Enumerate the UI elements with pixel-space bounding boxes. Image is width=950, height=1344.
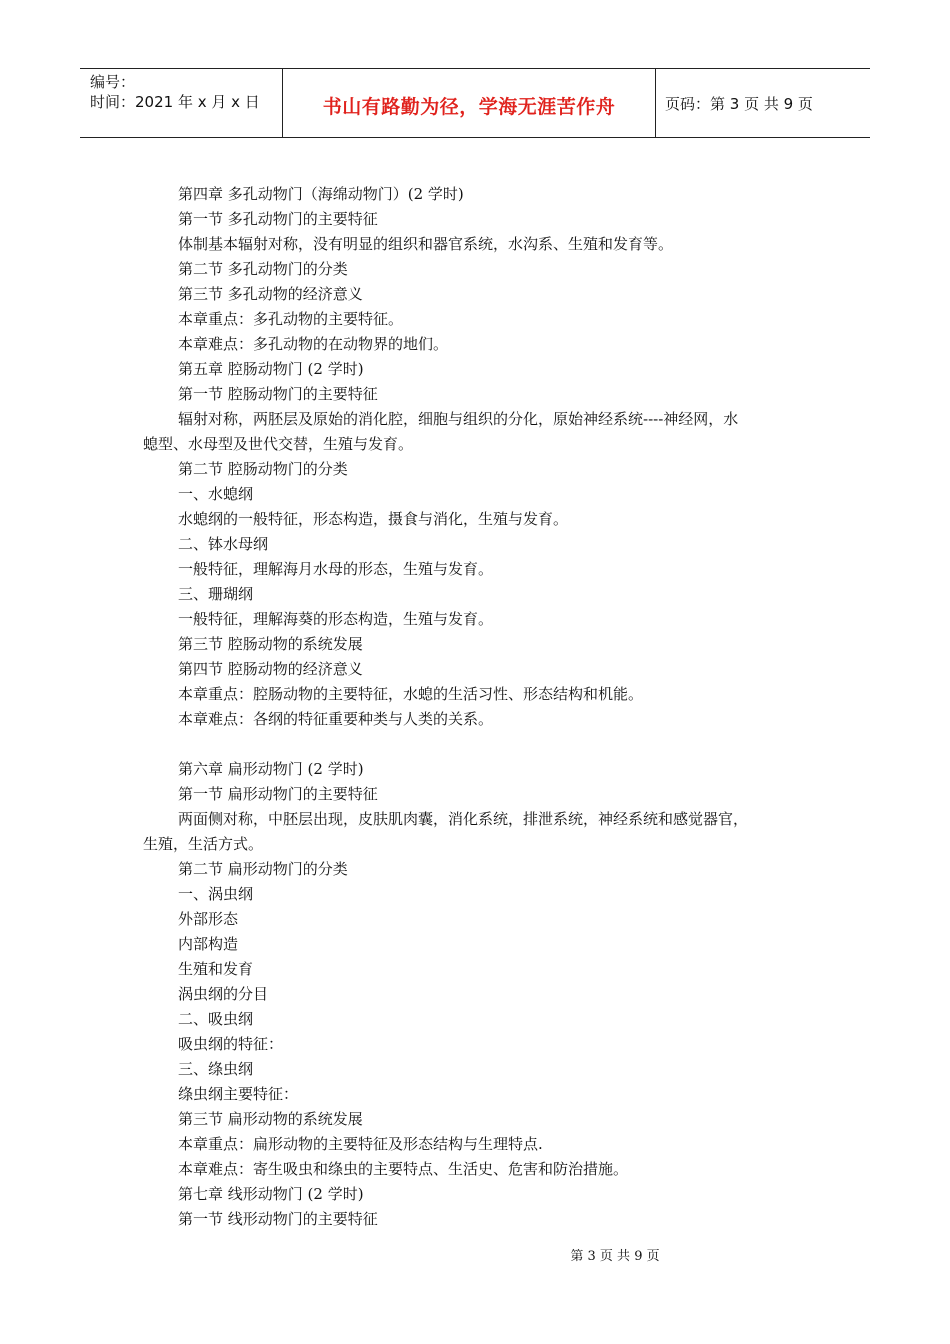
body-line: 第二节 多孔动物门的分类 — [178, 260, 348, 278]
header-motto: 书山有路勤为径，学海无涯苦作舟 — [322, 96, 616, 118]
body-line: 本章重点：扁形动物的主要特征及形态结构与生理特点. — [178, 1135, 543, 1153]
body-line: 第二节 扁形动物门的分类 — [178, 860, 348, 878]
body-line: 水螅纲的一般特征，形态构造，摄食与消化，生殖与发育。 — [178, 510, 569, 528]
body-line: 第三节 腔肠动物的系统发展 — [178, 635, 363, 653]
body-line: 涡虫纲的分目 — [178, 985, 269, 1003]
body-line: 两面侧对称，中胚层出现，皮肤肌肉囊，消化系统，排泄系统，神经系统和感觉器官， — [178, 810, 749, 828]
body-line: 第三节 多孔动物的经济意义 — [178, 285, 363, 303]
document-time-label: 时间：2021 年 x 月 x 日 — [90, 93, 260, 111]
page-footer — [0, 1245, 950, 1264]
header-info-cell — [80, 69, 282, 137]
body-line: 一、涡虫纲 — [178, 885, 254, 903]
body-line: 内部构造 — [178, 935, 239, 953]
body-line: 体制基本辐射对称，没有明显的组织和器官系统，水沟系、生殖和发育等。 — [178, 235, 674, 253]
document-body — [143, 182, 833, 1232]
body-line: 二、吸虫纲 — [178, 1010, 254, 1028]
header-motto-cell — [282, 69, 656, 137]
body-line: 三、绦虫纲 — [178, 1060, 254, 1078]
footer-page-number: 第 3 页 共 9 页 — [570, 1249, 660, 1264]
body-line: 本章难点：各纲的特征重要种类与人类的关系。 — [178, 710, 494, 728]
body-line: 辐射对称，两胚层及原始的消化腔，细胞与组织的分化，原始神经系统----神经网，水 — [178, 410, 739, 428]
body-line: 三、珊瑚纲 — [178, 585, 254, 603]
body-line: 第七章 线形动物门 (2 学时) — [178, 1185, 364, 1203]
document-number-label: 编号： — [90, 73, 136, 91]
body-line: 螅型、水母型及世代交替，生殖与发育。 — [143, 435, 414, 453]
document-header — [80, 68, 870, 138]
body-line: 第三节 扁形动物的系统发展 — [178, 1110, 363, 1128]
body-line: 第四章 多孔动物门（海绵动物门）(2 学时) — [178, 185, 464, 203]
body-line: 第一节 腔肠动物门的主要特征 — [178, 385, 378, 403]
body-line: 本章难点：多孔动物的在动物界的地们。 — [178, 335, 449, 353]
body-line: 第一节 多孔动物门的主要特征 — [178, 210, 378, 228]
body-line: 第五章 腔肠动物门 (2 学时) — [178, 360, 364, 378]
body-line: 本章重点：腔肠动物的主要特征，水螅的生活习性、形态结构和机能。 — [178, 685, 644, 703]
body-line: 一、水螅纲 — [178, 485, 254, 503]
body-line: 一般特征，理解海葵的形态构造，生殖与发育。 — [178, 610, 494, 628]
body-line: 绦虫纲主要特征： — [178, 1085, 299, 1103]
header-page-code: 页码：第 3 页 共 9 页 — [665, 95, 813, 113]
body-line: 第四节 腔肠动物的经济意义 — [178, 660, 363, 678]
body-line: 第六章 扁形动物门 (2 学时) — [178, 760, 364, 778]
body-line: 生殖和发育 — [178, 960, 254, 978]
body-line: 二、钵水母纲 — [178, 535, 269, 553]
body-line: 第一节 扁形动物门的主要特征 — [178, 785, 378, 803]
body-line — [143, 732, 833, 757]
body-line: 第二节 腔肠动物门的分类 — [178, 460, 348, 478]
body-line: 一般特征，理解海月水母的形态，生殖与发育。 — [178, 560, 494, 578]
body-line: 吸虫纲的特征： — [178, 1035, 284, 1053]
body-line: 本章重点：多孔动物的主要特征。 — [178, 310, 404, 328]
body-line: 第一节 线形动物门的主要特征 — [178, 1210, 378, 1228]
body-line: 本章难点：寄生吸虫和绦虫的主要特点、生活史、危害和防治措施。 — [178, 1160, 629, 1178]
body-line: 生殖，生活方式。 — [143, 835, 264, 853]
body-line: 外部形态 — [178, 910, 239, 928]
header-page-cell — [655, 69, 870, 137]
